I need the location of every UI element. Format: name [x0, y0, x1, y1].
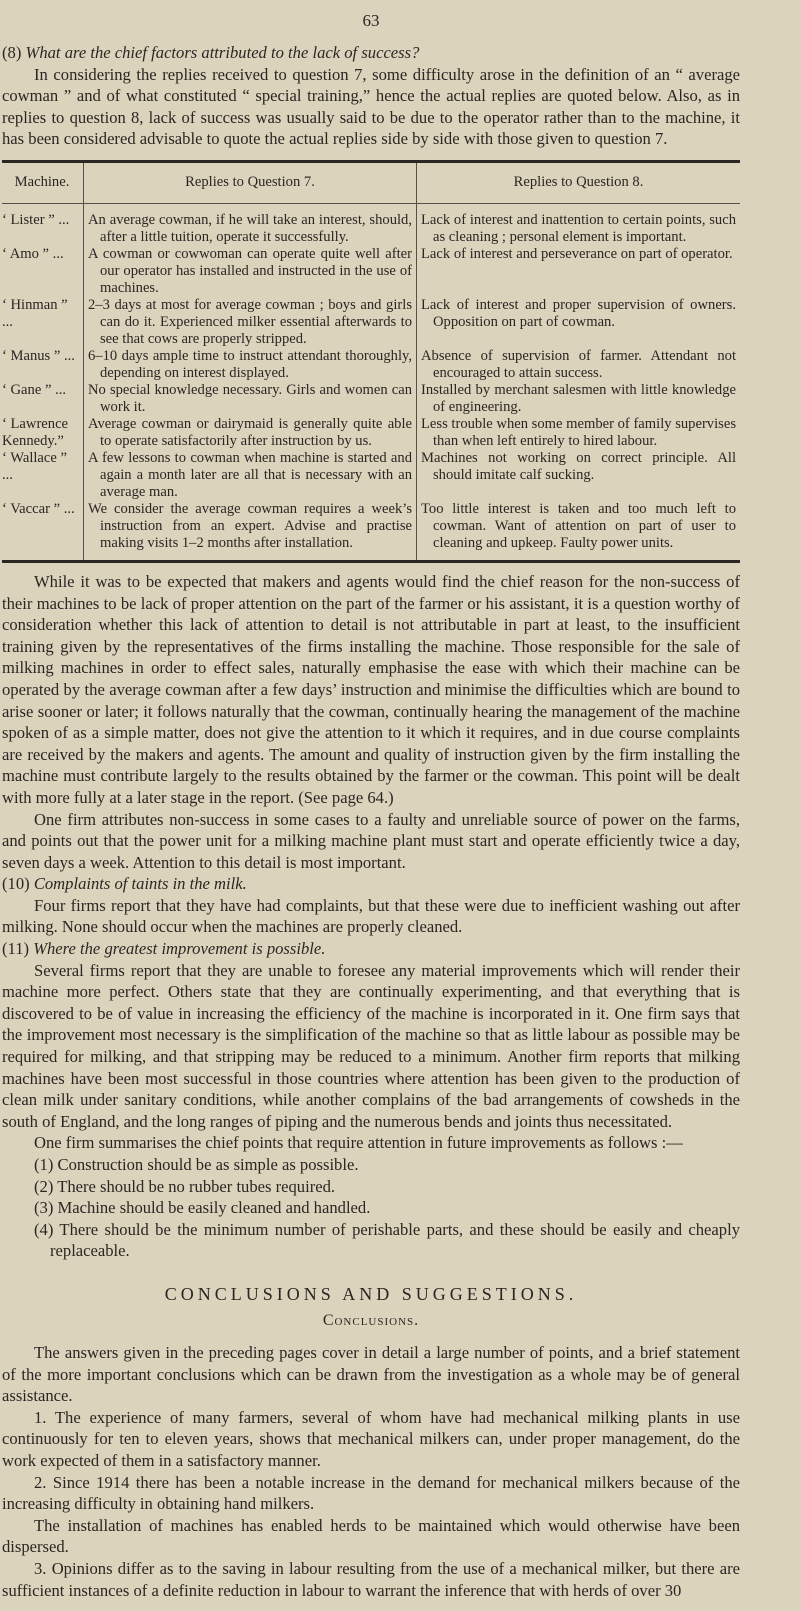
- table-row: [2, 382, 740, 416]
- machine-cell: [2, 416, 84, 450]
- q8-reply-cell-text: Less trouble when some member of family supervises than when left entirely to hired labour.: [421, 415, 736, 449]
- q8-reply-cell: [417, 416, 741, 450]
- paragraph: 2. Since 1914 there has been a notable increase in the demand for mechanical milkers because of the increasing difficulty in obtaining hand milkers.: [2, 1472, 740, 1514]
- q7-reply-cell-text: Average cowman or dairymaid is generally quite able to operate satisfactorily after instruction by us.: [88, 415, 412, 449]
- q7-reply-cell-text: A cowman or cowwoman can operate quite well after our operator has installed and instructed in the use of machines.: [88, 245, 412, 296]
- q7-reply-cell: [84, 203, 417, 246]
- machine-cell-text: ‘ Amo ” ...: [2, 245, 64, 262]
- list-item: (2) There should be no rubber tubes required.: [34, 1176, 336, 1196]
- table-row: [2, 297, 740, 348]
- list-item: (3) Machine should be easily cleaned and handled.: [34, 1198, 371, 1218]
- machine-cell: [2, 501, 84, 562]
- q7-reply-cell-text: 2–3 days at most for average cowman ; boys and girls can do it. Experienced milker essential afterwards to see that cows are properly stripped.: [88, 296, 412, 347]
- list-item: (1) Construction should be as simple as possible.: [34, 1155, 359, 1174]
- machine-cell: [2, 450, 84, 501]
- q7-reply-cell: [84, 246, 417, 297]
- question-8-number: (8): [2, 43, 22, 62]
- table-row: [2, 501, 740, 562]
- machine-cell-text: ‘ Hinman ” ...: [2, 296, 68, 330]
- q7-reply-cell: [84, 450, 417, 501]
- table-row: [2, 450, 740, 501]
- q8-reply-cell-text: Lack of interest and inattention to certain points, such as cleaning ; personal element is important.: [421, 211, 736, 245]
- paragraph: The installation of machines has enabled herds to be maintained which would otherwise have been dispersed.: [2, 1515, 740, 1557]
- table-row: [2, 203, 740, 246]
- q8-reply-cell: [417, 297, 741, 348]
- question-8-heading: [2, 42, 740, 64]
- q8-reply-cell: [417, 348, 741, 382]
- q8-reply-cell: [417, 382, 741, 416]
- col-header-machine: Machine.: [2, 161, 84, 203]
- q7-reply-cell-text: An average cowman, if he will take an interest, should, after a little tuition, operate it successfully.: [88, 211, 412, 245]
- body-text: [2, 571, 740, 1601]
- table-row: [2, 348, 740, 382]
- q7-reply-cell: [84, 348, 417, 382]
- conclusions-title: CONCLUSIONS AND SUGGESTIONS.: [164, 1283, 578, 1304]
- list-item: (4) There should be the minimum number of perishable parts, and these should be easily and cheaply replaceable.: [34, 1219, 740, 1261]
- paragraph: Four firms report that they have had complaints, but that these were due to inefficient washing out after milking. None should occur when the machines are properly cleaned.: [2, 895, 740, 937]
- col-header-q7: Replies to Question 7.: [84, 161, 417, 203]
- machine-cell-text: ‘ Lawrence Kennedy.”: [2, 415, 69, 449]
- question-11-number: (11): [2, 939, 30, 959]
- machine-cell: [2, 203, 84, 246]
- col-header-q8: Replies to Question 8.: [417, 161, 741, 203]
- q7-reply-cell-text: No special knowledge necessary. Girls and women can work it.: [88, 381, 412, 415]
- conclusions-subtitle: Conclusions.: [322, 1311, 420, 1329]
- machine-cell-text: ‘ Lister ” ...: [2, 211, 70, 228]
- machine-cell-text: ‘ Manus ” ...: [2, 347, 75, 364]
- q8-reply-cell-text: Absence of supervision of farmer. Attendant not encouraged to attain success.: [421, 347, 736, 381]
- table-row: [2, 416, 740, 450]
- machine-cell-text: ‘ Wallace ” ...: [2, 449, 67, 483]
- q8-reply-cell: [417, 203, 741, 246]
- question-10-number: (10): [2, 874, 30, 894]
- q7-reply-cell: [84, 382, 417, 416]
- page-number: 63: [362, 11, 380, 30]
- document-page: [2, 0, 740, 1611]
- machine-cell-text: ‘ Gane ” ...: [2, 381, 67, 398]
- question-8-text: What are the chief factors attributed to the lack of success?: [25, 43, 420, 62]
- q7-reply-cell: [84, 416, 417, 450]
- table-row: [2, 246, 740, 297]
- q7-reply-cell-text: A few lessons to cowman when machine is started and again a month later are all that is necessary with an average man.: [88, 449, 412, 500]
- question-11-heading: [2, 938, 740, 960]
- q8-reply-cell: [417, 501, 741, 562]
- intro-paragraph: In considering the replies received to question 7, some difficulty arose in the definition of an “ average cowman ” and of what constituted “ special training,” hence the actual replies are quoted below. Also, as in replies to question 8, lack of success was usually said to be due to the operator rather than to the machine, it has been considered advisable to quote the actual replies side by side with those given to question 7.: [2, 64, 740, 149]
- q8-reply-cell: [417, 246, 741, 297]
- q7-reply-cell: [84, 297, 417, 348]
- machine-cell: [2, 246, 84, 297]
- machine-cell: [2, 348, 84, 382]
- q7-reply-cell-text: We consider the average cowman requires a week’s instruction from an expert. Advise and practise making visits 1–2 months after installation.: [88, 500, 412, 551]
- replies-table: [2, 160, 740, 563]
- machine-cell: [2, 382, 84, 416]
- intro-section: [2, 42, 740, 150]
- paragraph: While it was to be expected that makers and agents would find the chief reason for the non-success of their machines to be lack of proper attention on the part of the farmer or his assistant, it is a question worthy of consideration whether this lack of attention to detail is not attributable in part at least, to the insufficient training given by the representatives of the firms installing the machine. Those responsible for the sale of milking machines in order to effect sales, naturally emphasise the ease with which their machine can be operated by the average cowman after a few days’ instruction and minimise the difficulties which are bound to arise sooner or later; it follows naturally that the cowman, continually hearing the management of the machine spoken of as a simple matter, does not give the attention to it which it requires, and in due course complaints are received by the makers and agents. The amount and quality of instruction given by the firm installing the machine must contribute largely to the results obtained by the farmer or the cowman. This point will be dealt with more fully at a later stage in the report. (See page 64.): [2, 571, 740, 807]
- question-10-heading: [2, 873, 740, 895]
- question-10-text: Complaints of taints in the milk.: [33, 874, 247, 894]
- q8-reply-cell-text: Too little interest is taken and too much left to cowman. Want of attention on part of user to cleaning and upkeep. Faulty power units.: [421, 500, 736, 551]
- paragraph: One firm attributes non-success in some cases to a faulty and unreliable source of power on the farms, and points out that the power unit for a milking machine plant must start and operate efficiently twice a day, seven days a week. Attention to this detail is most important.: [2, 809, 740, 872]
- paragraph: 1. The experience of many farmers, several of whom have had mechanical milking plants in use continuously for ten to eleven years, shows that mechanical milkers can, under proper management, do the work expected of them in a satisfactory manner.: [2, 1407, 740, 1470]
- q8-reply-cell-text: Machines not working on correct principle. All should imitate calf sucking.: [421, 449, 736, 483]
- paragraph: 3. Opinions differ as to the saving in labour resulting from the use of a mechanical milker, but there are sufficient instances of a definite reduction in labour to warrant the inference that with herds of over 30: [2, 1558, 740, 1600]
- paragraph: One firm summarises the chief points that require attention in future improvements as follows :—: [34, 1133, 683, 1153]
- q7-reply-cell: [84, 501, 417, 562]
- paragraph: The answers given in the preceding pages cover in detail a large number of points, and a brief statement of the more important conclusions which can be drawn from the investigation as a whole may be of general assistance.: [2, 1342, 740, 1406]
- q8-reply-cell-text: Lack of interest and perseverance on part of operator.: [421, 245, 733, 262]
- q8-reply-cell-text: Installed by merchant salesmen with little knowledge of engineering.: [421, 381, 736, 415]
- machine-cell-text: ‘ Vaccar ” ...: [2, 500, 75, 517]
- q8-reply-cell-text: Lack of interest and proper supervision of owners. Opposition on part of cowman.: [421, 296, 736, 330]
- paragraph: Several firms report that they are unable to foresee any material improvements which will render their machine more perfect. Others state that they are continually experimenting, and that everything that is discovered to be of value in increasing the efficiency of the machine is incorporated in it. One firm says that the improvement most necessary is the simplification of the machine so that as little labour as possible may be required for milking, and that stripping may be reduced to a minimum. Another firm reports that milking machines have been most successful in those countries where attention has been given to the production of clean milk under sanitary conditions, while another complains of the bad arrangements of cowsheds in the south of England, and the long ranges of piping and the numerous bends and joints thus necessitated.: [2, 960, 740, 1131]
- machine-cell: [2, 297, 84, 348]
- q7-reply-cell-text: 6–10 days ample time to instruct attendant thoroughly, depending on interest displayed.: [88, 347, 412, 381]
- q8-reply-cell: [417, 450, 741, 501]
- question-11-text: Where the greatest improvement is possible.: [33, 939, 326, 959]
